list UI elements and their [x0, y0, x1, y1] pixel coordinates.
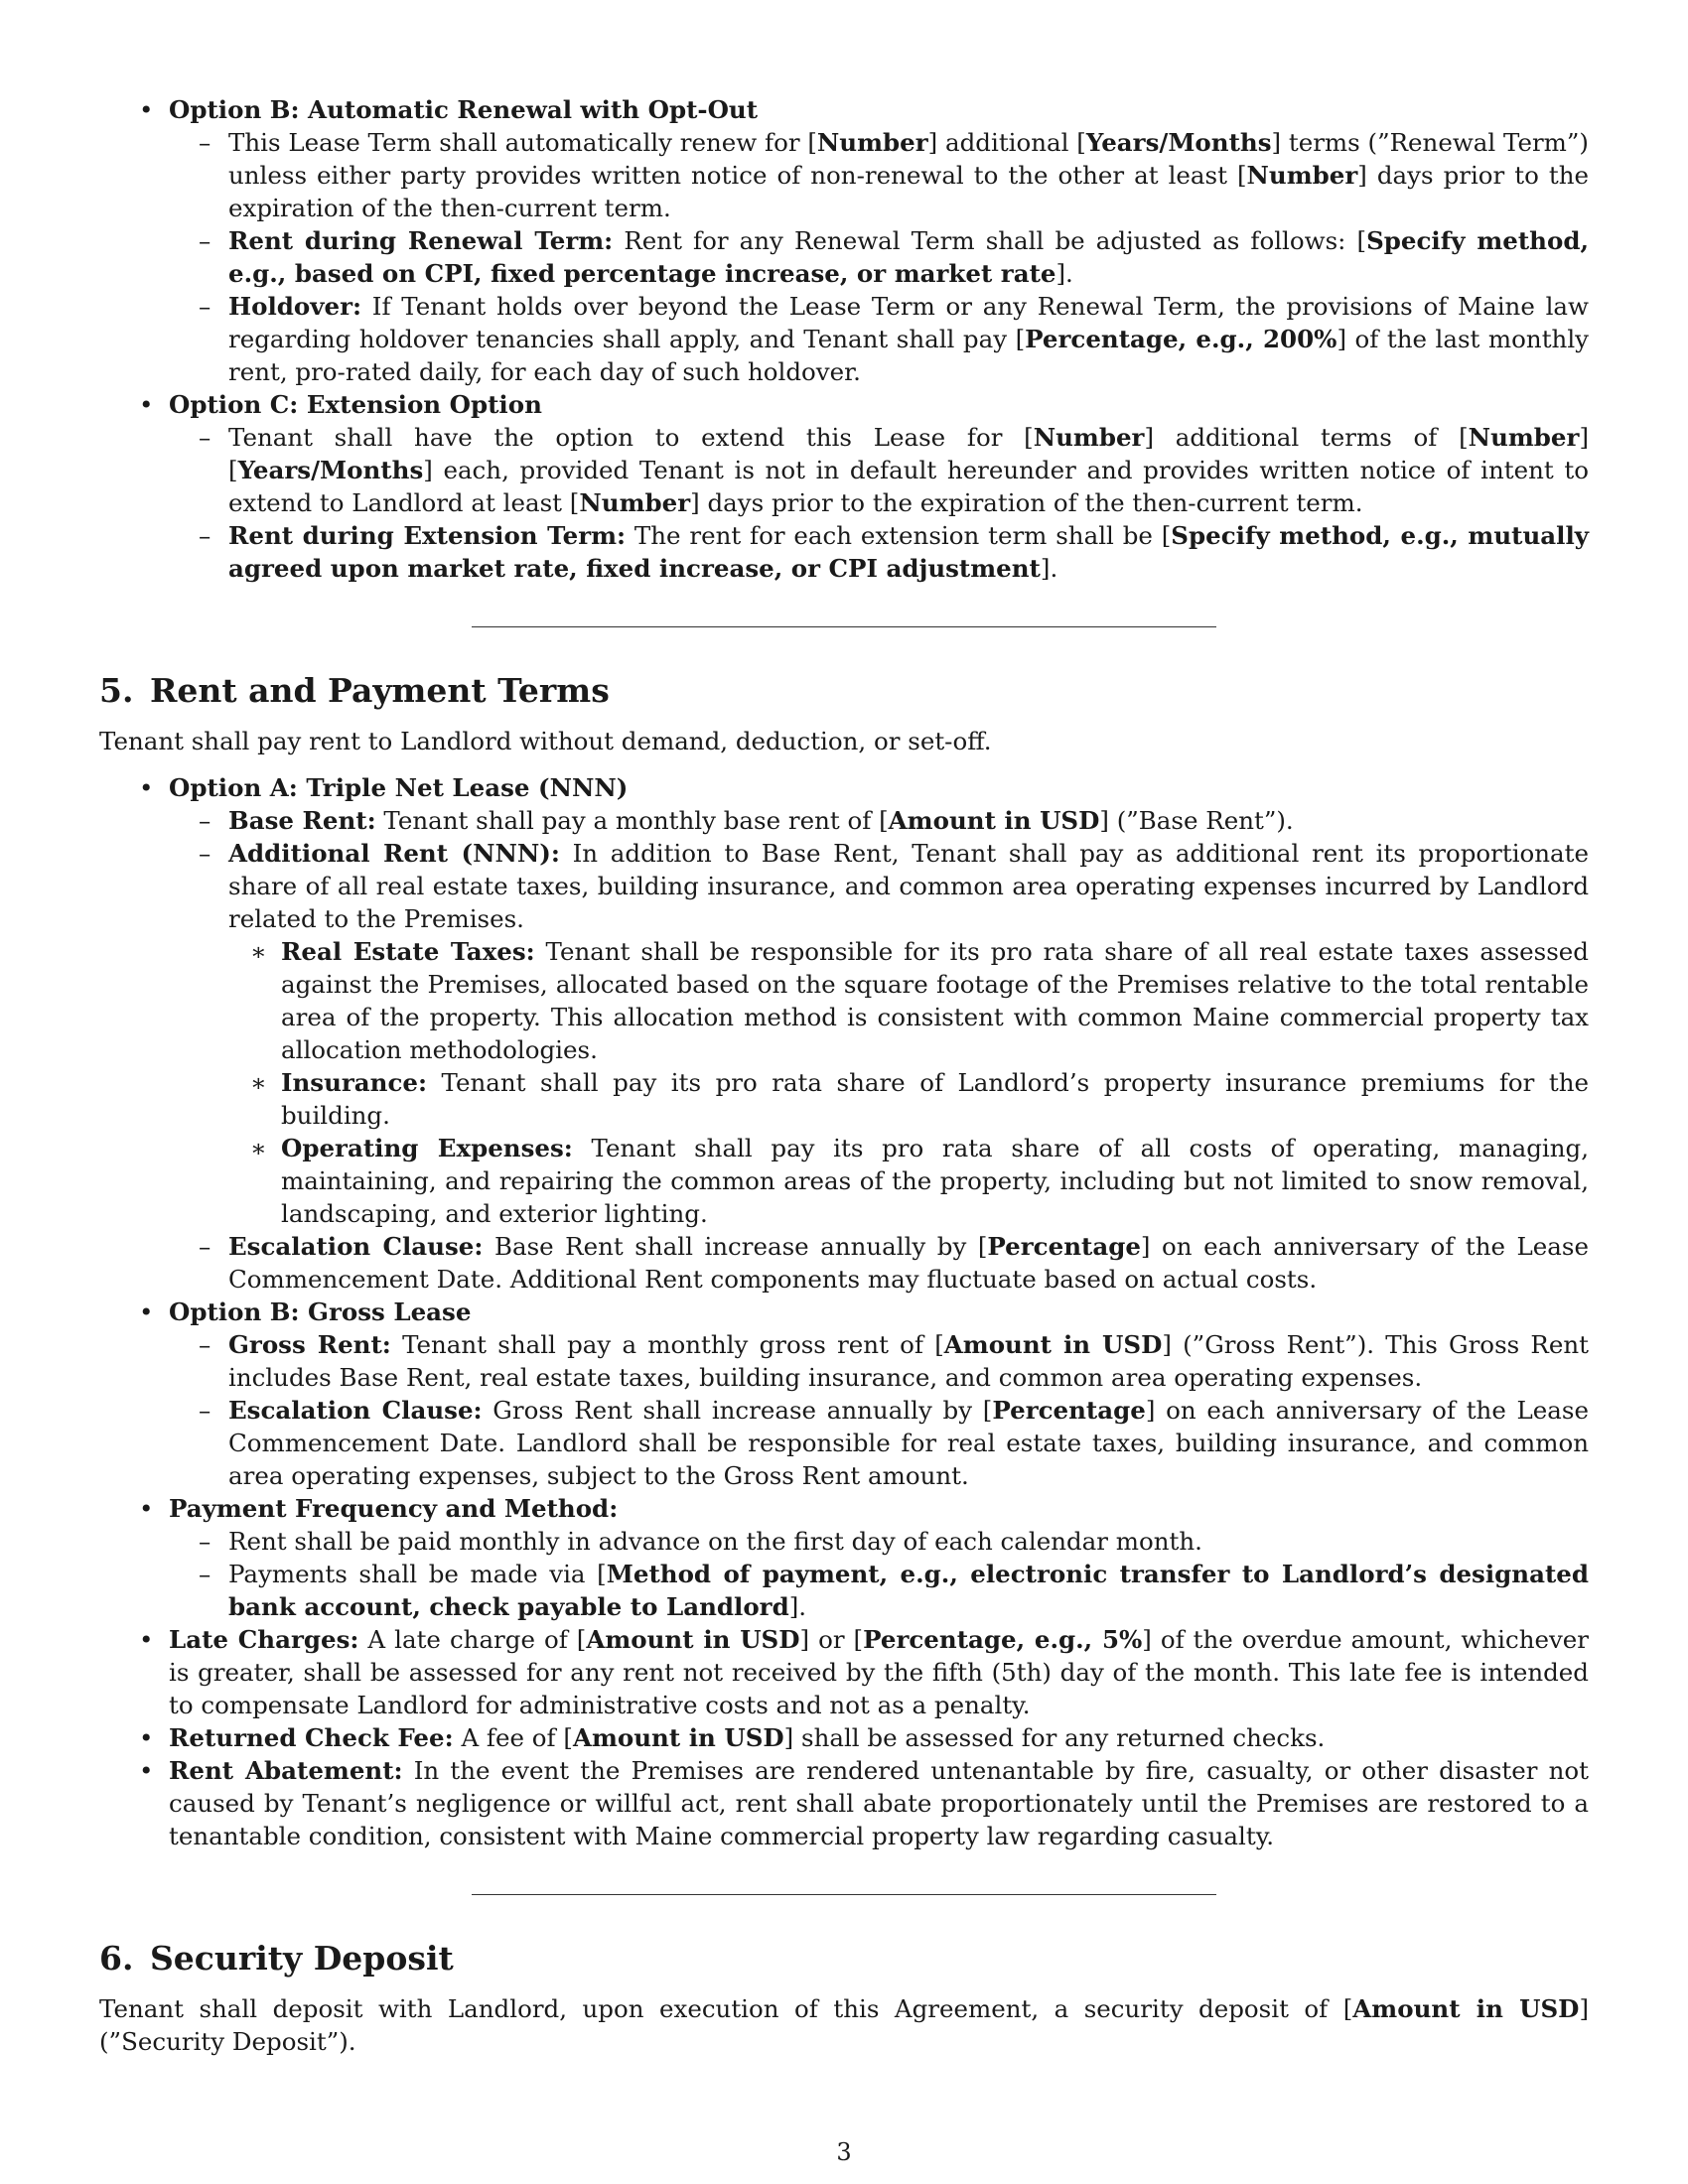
list-item: – Gross Rent: Tenant shall pay a monthly gross rent of [Amount in USD] (”Gross Rent”). This Gross Rent includes Base Rent, real estate taxes, building insurance, and common area operating expenses.	[169, 1328, 1589, 1394]
late-charges: • Late Charges: A late charge of [Amount in USD] or [Percentage, e.g., 5%] of the overdue amount, whichever is greater, shall be assessed for any rent not received by the fifth (5th) day of the month. This late fee is intended to compensate Landlord for administrative costs and not as a penalty.	[99, 1623, 1589, 1721]
option-b-renewal	[99, 93, 1589, 388]
section-divider	[472, 1894, 1216, 1895]
list-item: – Rent shall be paid monthly in advance on the first day of each calendar month.	[169, 1525, 1589, 1558]
list-item: – This Lease Term shall automatically renew for [Number] additional [Years/Months] terms (”Renewal Term”) unless either party provides written notice of non-renewal to the other at least [Number] days prior to the expiration of the then-current term.	[169, 126, 1589, 224]
list-item: – Payments shall be made via [Method of payment, e.g., electronic transfer to Landlord’s designated bank account, check payable to Landlord].	[169, 1558, 1589, 1623]
list-item: – Holdover: If Tenant holds over beyond the Lease Term or any Renewal Term, the provisions of Maine law regarding holdover tenancies shall apply, and Tenant shall pay [Percentage, e.g., 200%] of the last monthly rent, pro-rated daily, for each day of such holdover.	[169, 290, 1589, 388]
list-item: – Rent during Extension Term: The rent for each extension term shall be [Specify method, e.g., mutually agreed upon market rate, fixed increase, or CPI adjustment].	[169, 519, 1589, 585]
option-title: Option B: Automatic Renewal with Opt-Out	[169, 95, 759, 124]
list-item: ∗ Real Estate Taxes: Tenant shall be responsible for its pro rata share of all real estate taxes assessed against the Premises, allocated based on the square footage of the Premises relative to the total rentable area of the property. This allocation method is consistent with common Maine commercial property tax allocation methodologies.	[228, 935, 1589, 1066]
renewal-options-list	[99, 93, 1589, 585]
list-item: – Escalation Clause: Base Rent shall increase annually by [Percentage] on each anniversary of the Lease Commencement Date. Additional Rent components may fluctuate based on actual costs.	[169, 1230, 1589, 1296]
list-item: ∗ Insurance: Tenant shall pay its pro rata share of Landlord’s property insurance premiums for the building.	[228, 1066, 1589, 1132]
section-divider	[472, 626, 1216, 627]
list-item: – Base Rent: Tenant shall pay a monthly base rent of [Amount in USD] (”Base Rent”).	[169, 804, 1589, 837]
option-title: Option C: Extension Option	[169, 390, 542, 419]
option-a-nnn	[99, 771, 1589, 1296]
returned-check-fee: • Returned Check Fee: A fee of [Amount in USD] shall be assessed for any returned checks.	[99, 1721, 1589, 1754]
option-title: Option A: Triple Net Lease (NNN)	[169, 773, 629, 802]
list-item: – Escalation Clause: Gross Rent shall increase annually by [Percentage] on each anniversary of the Lease Commencement Date. Landlord shall be responsible for real estate taxes, building insurance, and common area operating expenses, subject to the Gross Rent amount.	[169, 1394, 1589, 1492]
option-title: Payment Frequency and Method:	[169, 1494, 619, 1523]
option-c-extension	[99, 388, 1589, 585]
section-heading: 5. Rent and Payment Terms	[99, 671, 610, 710]
document-page	[99, 93, 1589, 2058]
security-deposit-text: Tenant shall deposit with Landlord, upon execution of this Agreement, a security deposit of [Amount in USD] (”Security Deposit”).	[99, 1994, 1589, 2056]
list-item: ∗ Operating Expenses: Tenant shall pay its pro rata share of all costs of operating, managing, maintaining, and repairing the common areas of the property, including but not limited to snow removal, landscaping, and exterior lighting.	[228, 1132, 1589, 1230]
list-item: – Tenant shall have the option to extend this Lease for [Number] additional terms of [Number] [Years/Months] each, provided Tenant is not in default hereunder and provides written notice of intent to extend to Landlord at least [Number] days prior to the expiration of the then-current term.	[169, 421, 1589, 519]
option-title: Option B: Gross Lease	[169, 1297, 472, 1326]
rent-terms-list	[99, 771, 1589, 1852]
rent-abatement: • Rent Abatement: In the event the Premises are rendered untenantable by fire, casualty, or other disaster not caused by Tenant’s negligence or willful act, rent shall abate proportionately until the Premises are restored to a tenantable condition, consistent with Maine commercial property law regarding casualty.	[99, 1754, 1589, 1852]
list-item: – Additional Rent (NNN): In addition to Base Rent, Tenant shall pay as additional rent its proportionate share of all real estate taxes, building insurance, and common area operating expenses incurred by Landlord related to the Premises. ∗ Real Estate Taxes: Tenant shall be responsible for its pro rata share of all real estate taxes assessed against the Premises, allocated based on the square footage of the Premises relative to the total rentable area of the property. This allocation method is consistent with common Maine commercial property tax allocation methodologies. ∗ Insurance: Tenant shall pay its pro rata share of Landlord’s property insurance premiums for the building. ∗ Operating Expenses: Tenant shall pay its pro rata share of all costs of operating, managing, maintaining, and repairing the common areas of the property, including but not limited to snow removal, landscaping, and exterior lighting.	[169, 837, 1589, 1230]
page-number: 3	[836, 2138, 852, 2166]
option-b-gross	[99, 1296, 1589, 1492]
section-heading: 6. Security Deposit	[99, 1939, 454, 1978]
section-intro: Tenant shall pay rent to Landlord without demand, deduction, or set-off.	[99, 727, 992, 755]
list-item: – Rent during Renewal Term: Rent for any Renewal Term shall be adjusted as follows: [Specify method, e.g., based on CPI, fixed percentage increase, or market rate].	[169, 224, 1589, 290]
payment-frequency	[99, 1492, 1589, 1623]
